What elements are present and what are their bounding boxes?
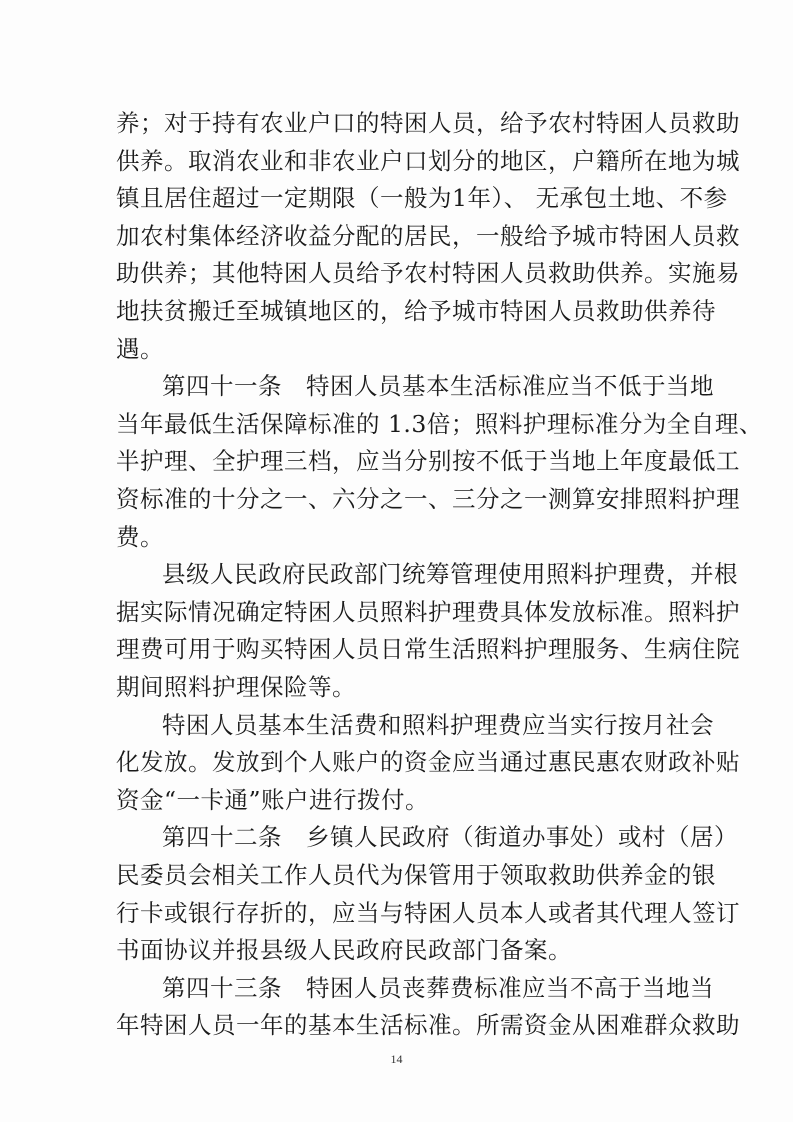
text-line-15: 理费可用于购买特困人员日常生活照料护理服务、生病住院 [116, 635, 740, 664]
text-line-17: 特困人员基本生活费和照料护理费应当实行按月社会 [162, 710, 714, 739]
page-number: 14 [390, 1052, 403, 1066]
text-line-3: 镇且居住超过一定期限（一般为1年）、 无承包土地、不参 [116, 184, 728, 213]
text-line-25: 年特困人员一年的基本生活标准。所需资金从困难群众救助 [116, 1011, 740, 1040]
text-line-5: 助供养；其他特困人员给予农村特困人员救助供养。实施易 [116, 259, 740, 288]
text-line-16: 期间照料护理保险等。 [116, 673, 356, 701]
text-line-9: 当年最低生活保障标准的 1.3倍；照料护理标准分为全自理、 [116, 409, 763, 438]
text-line-19: 资金“一卡通”账户进行拨付。 [116, 785, 430, 814]
text-line-12: 费。 [116, 522, 164, 551]
text-line-13: 县级人民政府民政部门统筹管理使用照料护理费，并根 [162, 560, 738, 589]
text-line-20: 第四十二条 乡镇人民政府（街道办事处）或村（居） [162, 823, 738, 852]
text-line-1: 养；对于持有农业户口的特困人员，给予农村特困人员救助 [116, 109, 740, 137]
text-line-6: 地扶贫搬迁至城镇地区的，给予城市特困人员救助供养待 [116, 297, 716, 325]
text-line-14: 据实际情况确定特困人员照料护理费具体发放标准。照料护 [116, 597, 740, 626]
text-line-22: 行卡或银行存折的，应当与特困人员本人或者其代理人签订 [116, 898, 740, 927]
text-line-10: 半护理、全护理三档，应当分别按不低于当地上年度最低工 [116, 447, 740, 476]
text-line-24: 第四十三条 特困人员丧葬费标准应当不高于当地当 [162, 973, 714, 1002]
text-line-8: 第四十一条 特困人员基本生活标准应当不低于当地 [162, 372, 714, 401]
text-line-4: 加农村集体经济收益分配的居民，一般给予城市特困人员救 [116, 221, 740, 250]
text-line-21: 民委员会相关工作人员代为保管用于领取救助供养金的银 [116, 861, 716, 889]
text-line-7: 遇。 [116, 334, 164, 363]
text-line-18: 化发放。发放到个人账户的资金应当通过惠民惠农财政补贴 [116, 748, 740, 777]
text-line-11: 资标准的十分之一、六分之一、三分之一测算安排照料护理 [116, 485, 740, 513]
text-line-23: 书面协议并报县级人民政府民政部门备案。 [116, 936, 572, 965]
text-line-2: 供养。取消农业和非农业户口划分的地区，户籍所在地为城 [116, 146, 740, 175]
